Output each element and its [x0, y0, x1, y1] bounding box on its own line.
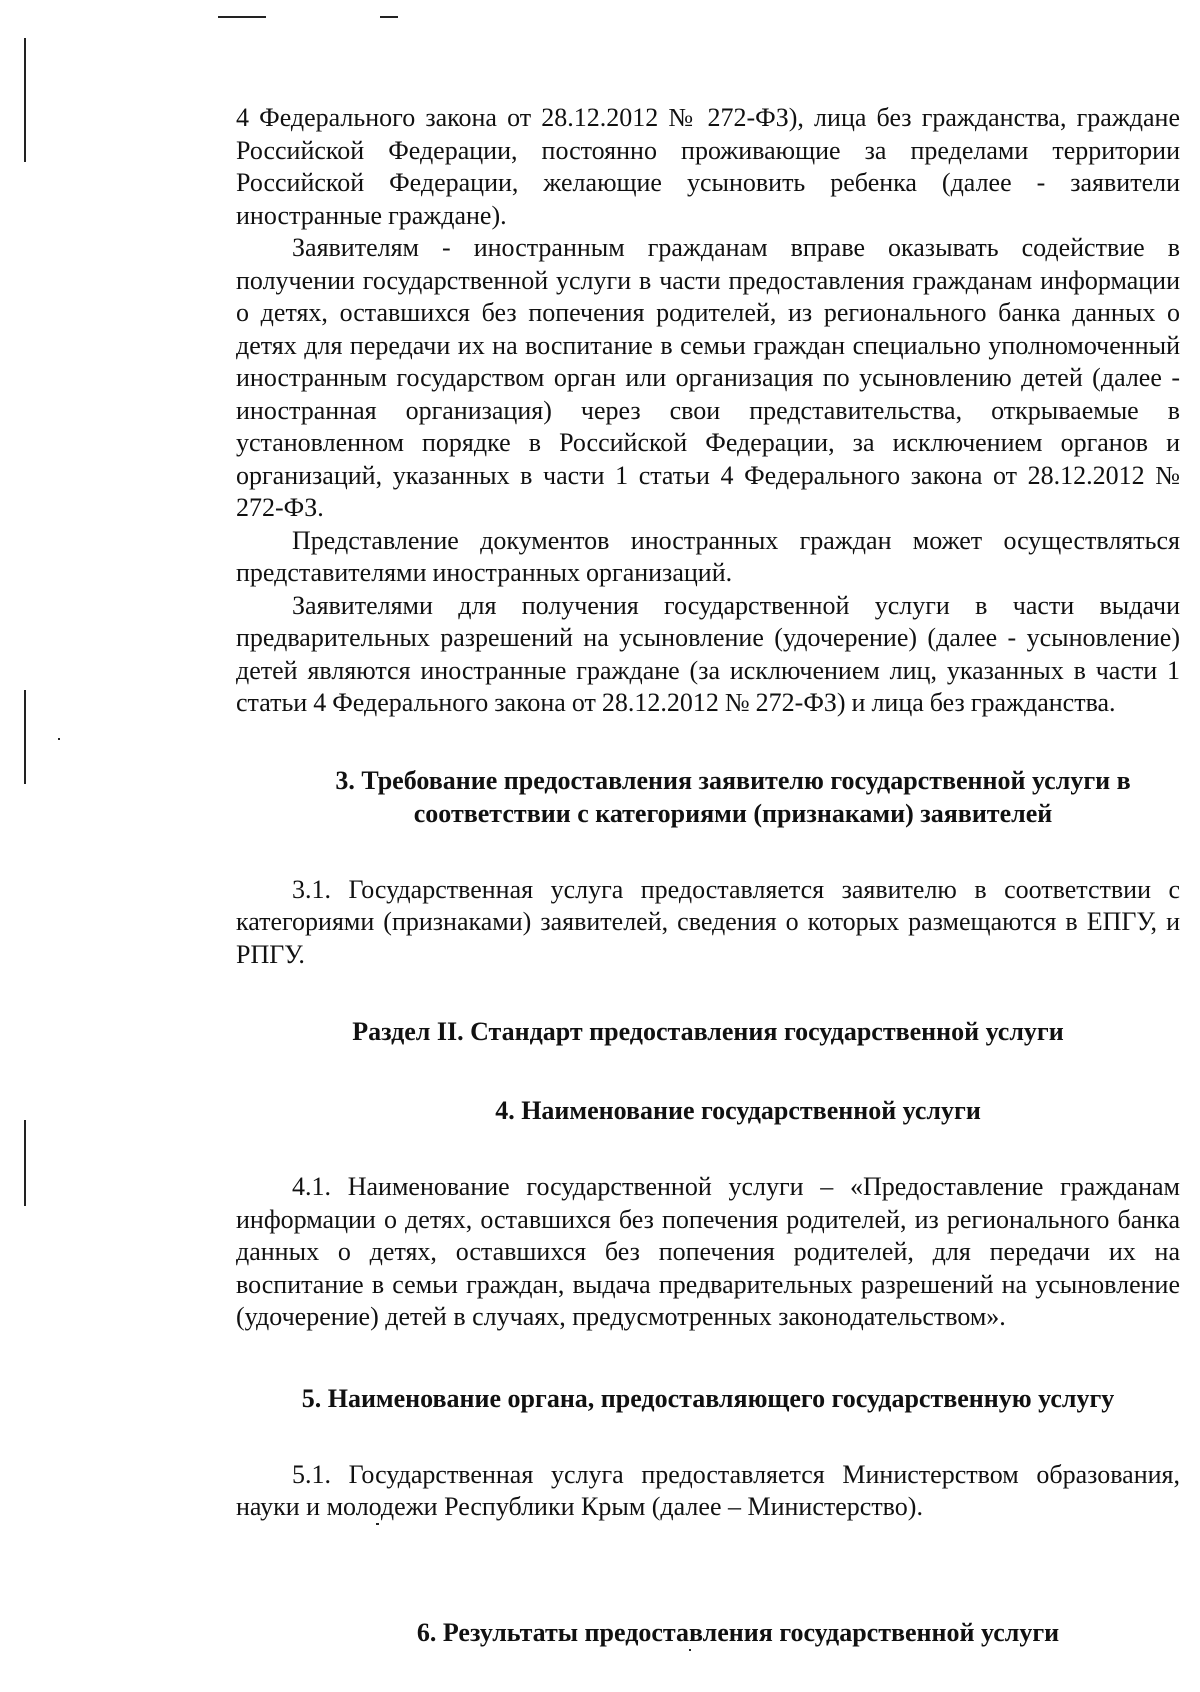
scan-artifact-line [380, 16, 398, 18]
paragraph-preliminary-permits: Заявителями для получения государственной услуги в части выдачи предварительных разрешений на усыновление (удочерение) (далее - усыновление) детей являются иностранные граждане (за исключением лиц, указанных в части 1 статьи 4 Федерального закона от 28.12.2012 № 272-ФЗ) и лица без гражданства. [236, 590, 1180, 717]
section-heading-standard: Раздел II. Стандарт предоставления государственной услуги [352, 1017, 1064, 1046]
scan-artifact-margin-line [24, 690, 26, 784]
scan-artifact-dot [58, 738, 60, 740]
document-page [236, 102, 1180, 1649]
heading-section-6: 6. Результаты предоставления государственной услуги [416, 1617, 1060, 1647]
paragraph-document-submission: Представление документов иностранных граждан может осуществляться представителями иностранных организаций. [236, 525, 1180, 587]
scan-artifact-margin-line [24, 1120, 26, 1206]
heading-section-4: 4. Наименование государственной услуги [495, 1096, 981, 1125]
heading-section-5: 5. Наименование органа, предоставляющего государственную услугу [301, 1383, 1115, 1413]
paragraph-5-1: 5.1. Государственная услуга предоставляется Министерством образования, науки и молодежи Республики Крым (далее – Министерство). [236, 1459, 1180, 1521]
paragraph-foreign-organizations: Заявителям - иностранным гражданам вправе оказывать содействие в получении государственной услуги в части предоставления гражданам информации о детях, оставшихся без попечения родителей, из регионального банка данных о детях для передачи их на воспитание в семьи граждан специально уполномоченный иностранным государством орган или организация по усыновлению детей (далее - иностранная организация) через свои представительства, открываемые в установленном порядке в Российской Федерации, за исключением органов и организаций, указанных в части 1 статьи 4 Федерального закона от 28.12.2012 № 272-ФЗ. [236, 233, 1180, 522]
scan-artifact-line [218, 16, 266, 18]
scan-artifact-dot [689, 1649, 691, 1651]
paragraph-3-1: 3.1. Государственная услуга предоставляется заявителю в соответствии с категориями (признаками) заявителей, сведения о которых размещаются в ЕПГУ, и РПГУ. [236, 874, 1180, 969]
scan-artifact-margin-line [24, 38, 26, 162]
heading-section-3: 3. Требование предоставления заявителю государственной услуги в соответствии с категориями (признаками) заявителей [335, 765, 1131, 828]
intro-paragraph: 4 Федерального закона от 28.12.2012 № 272-ФЗ), лица без гражданства, граждане Российской Федерации, постоянно проживающие за пределами территории Российской Федерации, желающие усыновить ребенка (далее - заявители иностранные граждане). [236, 103, 1180, 230]
paragraph-4-1: 4.1. Наименование государственной услуги – «Предоставление гражданам информации о детях, оставшихся без попечения родителей, из регионального банка данных о детях, оставшихся без попечения родителей, для передачи их на воспитание в семьи граждан, выдача предварительных разрешений на усыновление (удочерение) детей в случаях, предусмотренных законодательством». [236, 1172, 1180, 1331]
